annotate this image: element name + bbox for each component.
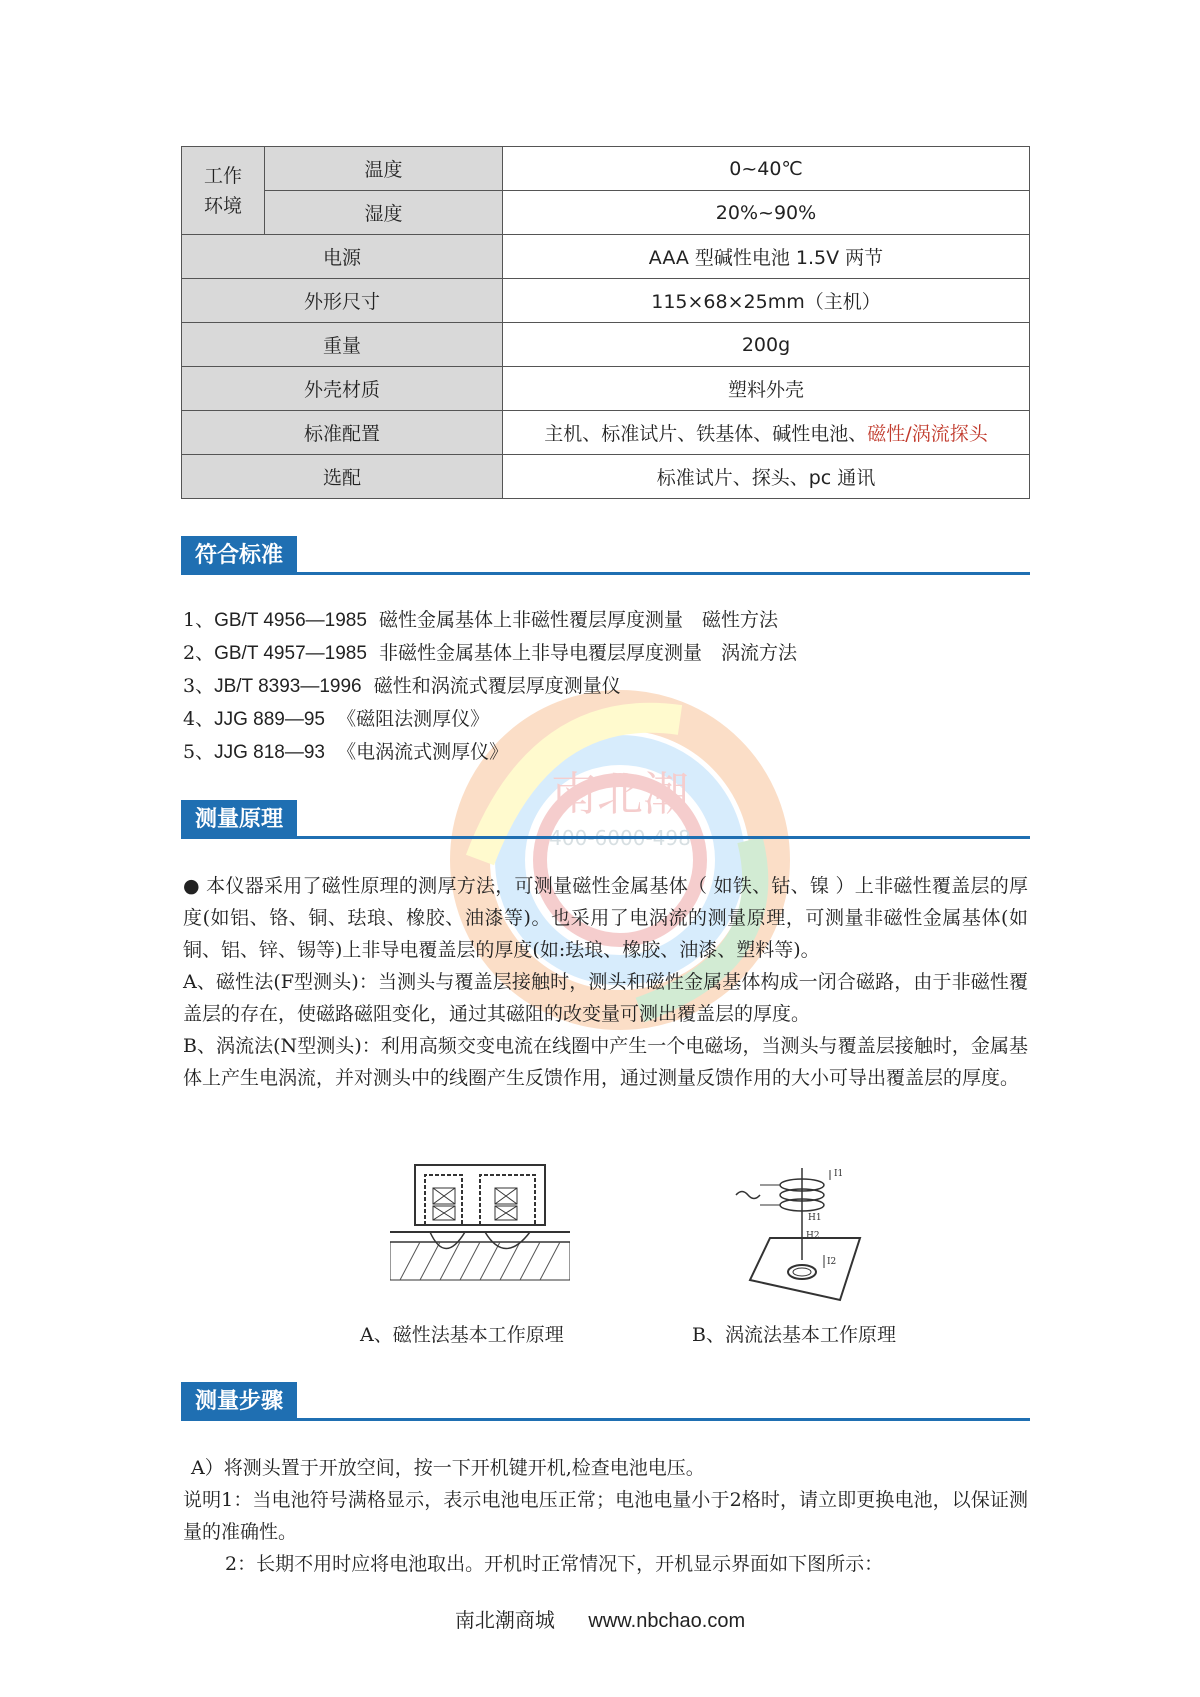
standard-text: 《磁阻法测厚仪》: [337, 708, 490, 730]
section-principle: [181, 800, 1030, 839]
section-title: 测量原理: [181, 800, 297, 836]
principle-intro: ● 本仪器采用了磁性原理的测厚方法，可测量磁性金属基体（ 如铁、钴、镍 ）上非磁性覆盖层的厚度(如铝、铬、铜、珐琅、橡胶、油漆等)。也采用了电涡流的测量原理，可测量非磁性金属基体(如铜、铝、锌、锡等)上非导电覆盖层的厚度(如:珐琅、橡胶、油漆、塑料等)。: [183, 875, 1028, 961]
caption-a: A、磁性法基本工作原理: [360, 1324, 564, 1346]
standards-list: [183, 604, 797, 769]
env-label-line1: 工作: [203, 164, 242, 187]
spec-value: 200g: [503, 323, 1030, 367]
section-steps: [181, 1382, 1030, 1421]
standard-text: 磁性金属基体上非磁性覆层厚度测量 磁性方法: [379, 609, 779, 631]
standard-item: [183, 637, 797, 670]
spec-value: 20%~90%: [503, 191, 1030, 235]
spec-label: 标准配置: [182, 411, 503, 455]
standard-code: JJG 889—95: [214, 709, 325, 730]
label-i2: I2: [827, 1257, 837, 1267]
label-i1: I1: [834, 1169, 844, 1179]
step-note2: 2：长期不用时应将电池取出。开机时正常情况下，开机显示界面如下图所示：: [225, 1553, 884, 1575]
standard-code: JB/T 8393—1996: [214, 676, 362, 697]
section-title: 符合标准: [181, 536, 297, 572]
page-footer: [0, 1604, 1200, 1633]
spec-value: AAA 型碱性电池 1.5V 两节: [503, 235, 1030, 279]
spec-value: 塑料外壳: [503, 367, 1030, 411]
standard-item: [183, 703, 797, 736]
label-h1: H1: [808, 1213, 822, 1223]
standard-num: 2、: [183, 642, 215, 664]
standard-item: [183, 604, 797, 637]
spec-label: 湿度: [265, 191, 503, 235]
footer-url[interactable]: www.nbchao.com: [588, 1610, 746, 1632]
standard-num: 3、: [183, 675, 215, 697]
standard-text: 磁性和涡流式覆层厚度测量仪: [373, 675, 621, 697]
standard-text: 《电涡流式测厚仪》: [337, 741, 509, 763]
standard-item: [183, 736, 797, 769]
standard-code: GB/T 4956—1985: [214, 610, 367, 631]
principle-text: [183, 870, 1028, 1094]
section-title: 测量步骤: [181, 1382, 297, 1418]
spec-value: [503, 411, 1030, 455]
env-label: [182, 147, 265, 235]
standard-code: GB/T 4957—1985: [214, 643, 367, 664]
principle-a: A、磁性法(F型测头)：当测头与覆盖层接触时，测头和磁性金属基体构成一闭合磁路，由于非磁性覆盖层的存在，使磁路磁阻变化，通过其磁阻的改变量可测出覆盖层的厚度。: [183, 971, 1028, 1025]
spec-value: 0~40℃: [503, 147, 1030, 191]
caption-b: B、涡流法基本工作原理: [692, 1324, 896, 1346]
spec-label: 温度: [265, 147, 503, 191]
spec-value-main: 主机、标准试片、铁基体、碱性电池、: [544, 423, 868, 445]
env-label-line2: 环境: [203, 194, 242, 217]
standard-code: JJG 818—93: [214, 742, 325, 763]
watermark-phone: 400-6000-498: [549, 826, 691, 850]
spec-label: 外壳材质: [182, 367, 503, 411]
label-h2: H2: [806, 1231, 820, 1241]
standard-num: 5、: [183, 741, 215, 763]
spec-label: 重量: [182, 323, 503, 367]
standard-text: 非磁性金属基体上非导电覆层厚度测量 涡流方法: [379, 642, 798, 664]
spec-value: 标准试片、探头、pc 通讯: [503, 455, 1030, 499]
spec-value-highlight: 磁性/涡流探头: [867, 423, 988, 445]
steps-text: [183, 1452, 1028, 1580]
standard-num: 1、: [183, 609, 215, 631]
standard-num: 4、: [183, 708, 215, 730]
footer-shop: 南北潮商城: [454, 1610, 555, 1632]
principle-b: B、涡流法(N型测头)：利用高频交变电流在线圈中产生一个电磁场，当测头与覆盖层接触时，金属基体上产生电涡流，并对测头中的线圈产生反馈作用，通过测量反馈作用的大小可导出覆盖层的厚度。: [183, 1035, 1028, 1089]
eddy-current-diagram: [730, 1160, 880, 1310]
standard-item: [183, 670, 797, 703]
step-note1: 说明1：当电池符号满格显示，表示电池电压正常；电池电量小于2格时，请立即更换电池，以保证测量的准确性。: [183, 1489, 1028, 1543]
magnetic-method-diagram: [390, 1160, 570, 1295]
spec-label: 选配: [182, 455, 503, 499]
watermark-text: 南北潮: [551, 767, 689, 821]
spec-label: 电源: [182, 235, 503, 279]
spec-value: 115×68×25mm（主机）: [503, 279, 1030, 323]
step-a: A）将测头置于开放空间，按一下开机键开机,检查电池电压。: [191, 1457, 705, 1479]
spec-table: [181, 146, 1030, 499]
spec-label: 外形尺寸: [182, 279, 503, 323]
section-standards: [181, 536, 1030, 575]
